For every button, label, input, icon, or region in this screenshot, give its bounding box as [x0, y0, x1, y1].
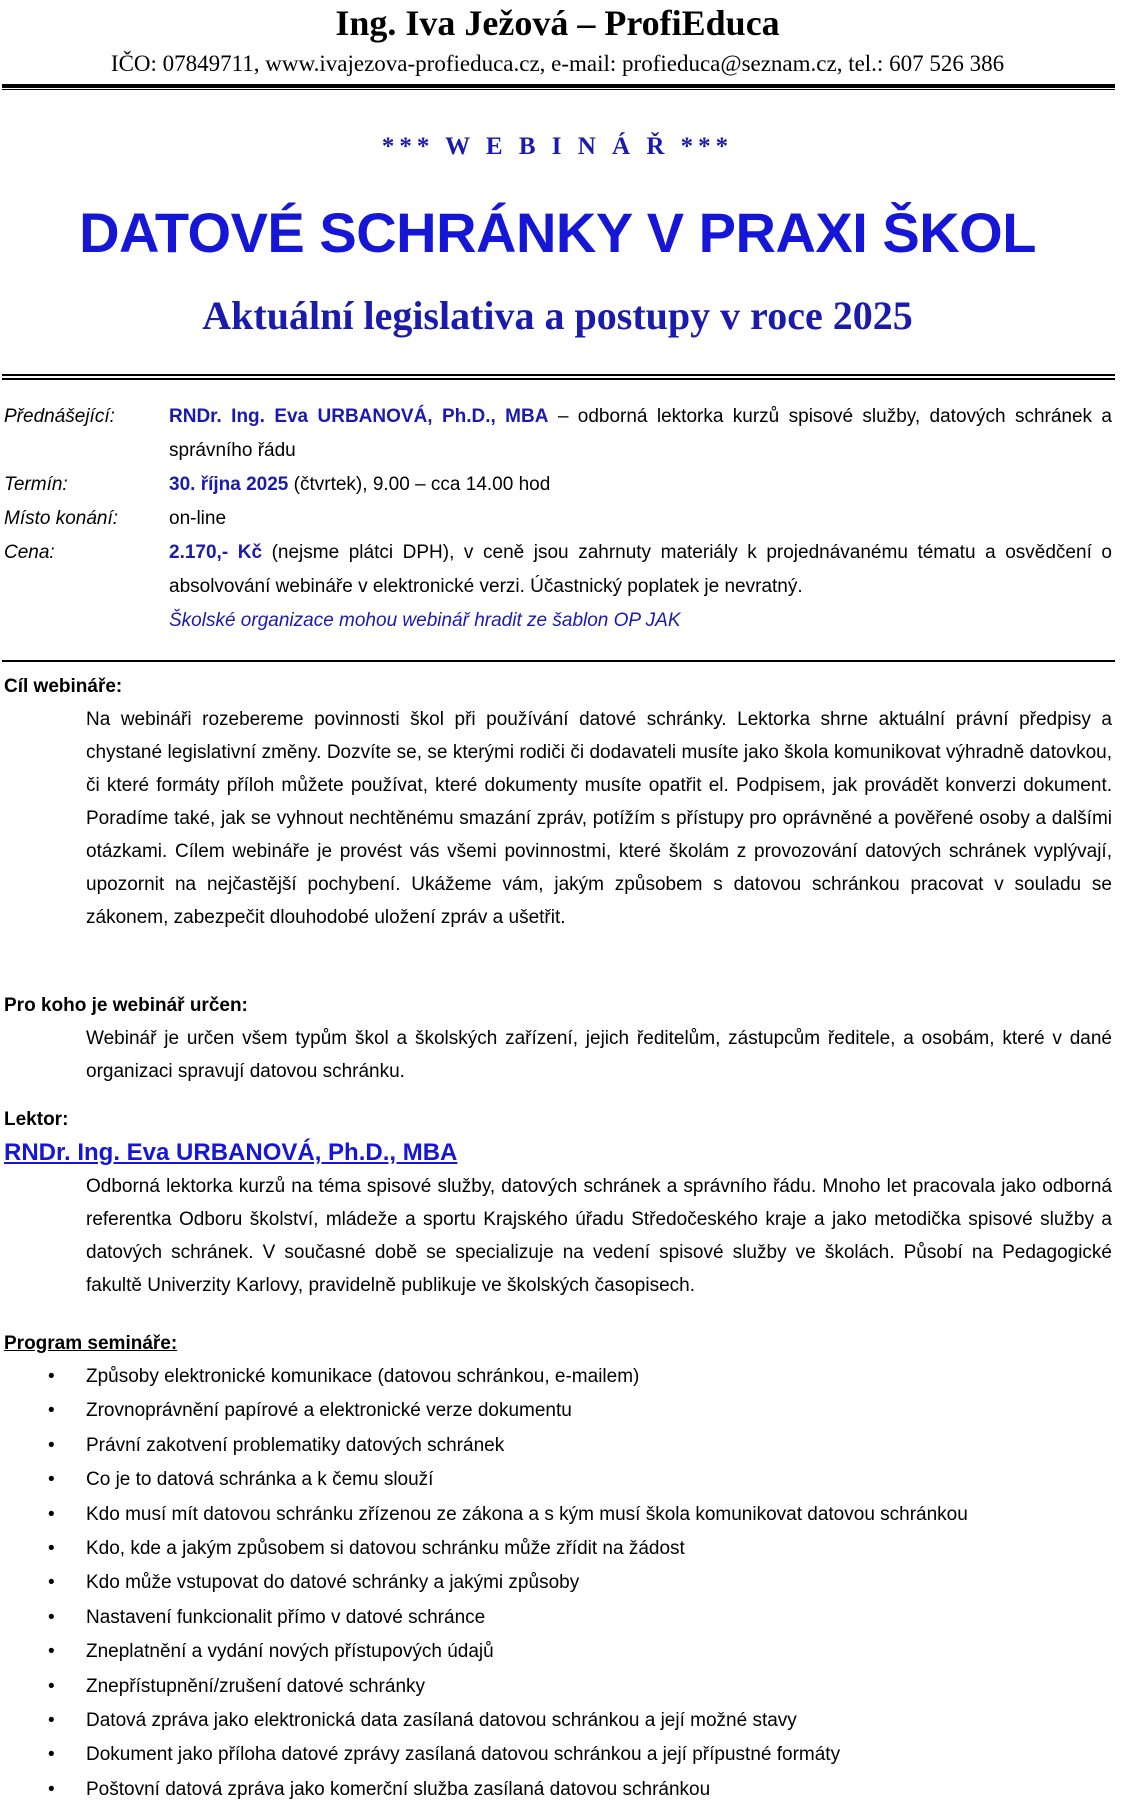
organizer-title: Ing. Iva Ježová – ProfiEduca [335, 3, 780, 43]
list-item [4, 1394, 1112, 1428]
list-item [4, 1773, 1112, 1807]
place-label: Místo konání: [4, 508, 119, 529]
list-item [4, 1601, 1112, 1635]
info-row-price [4, 536, 1112, 638]
info-row-date [4, 468, 1112, 502]
list-item [4, 1429, 1112, 1463]
lecturer-description: – odborná lektorka kurzů spisové služby, datových schránek a správního řádu [169, 406, 1112, 461]
page-title: DATOVÉ SCHRÁNKY V PRAXI ŠKOL [79, 201, 1036, 264]
lecturer-value [169, 400, 1112, 468]
lector-name-link[interactable]: RNDr. Ing. Eva URBANOVÁ, Ph.D., MBA [4, 1139, 458, 1166]
info-row-place [4, 502, 1112, 536]
info-divider [2, 660, 1115, 662]
bullet-icon: • [48, 1538, 55, 1560]
bullet-icon: • [48, 1400, 55, 1422]
list-item-text: Datová zpráva jako elektronická data zasílaná datovou schránkou a její možné stavy [86, 1710, 797, 1732]
webinar-kicker: *** W E B I N Á Ř *** [381, 133, 734, 160]
list-item [4, 1704, 1112, 1738]
list-item-text: Znepřístupnění/zrušení datové schránky [86, 1675, 426, 1697]
list-item-text: Co je to datová schránka a k čemu slouží [86, 1469, 434, 1491]
list-item-text: Kdo musí mít datovou schránku zřízenou ze zákona a s kým musí škola komunikovat datovou schránkou [86, 1503, 968, 1525]
price-note: Školské organizace mohou webinář hradit ze šablon OP JAK [169, 610, 681, 631]
lector-bio: Odborná lektorka kurzů na téma spisové služby, datových schránek a správního řádu. Mnoho let pracovala jako odborná referentka Odboru školství, mládeže a sportu Krajského úřadu Středočeského kraje a jako metodička spisové služby a datových schránek. V současné době se specializuje na vedení spisové služby ve školách. Působí na Pedagogické fakultě Univerzity Karlovy, pravidelně publikuje ve školských časopisech. [86, 1176, 1112, 1296]
audience-section [4, 990, 1112, 1088]
program-list [4, 1360, 1112, 1807]
list-item [4, 1635, 1112, 1669]
date-details: (čtvrtek), 9.00 – cca 14.00 hod [288, 474, 551, 495]
date-label: Termín: [4, 474, 68, 495]
price-highlight: 2.170,- Kč [169, 542, 263, 563]
goal-heading: Cíl webináře: [4, 676, 123, 697]
bullet-icon: • [48, 1469, 55, 1491]
bullet-icon: • [48, 1434, 55, 1456]
lecturer-label: Přednášející: [4, 406, 115, 427]
bullet-icon: • [48, 1572, 55, 1594]
list-item [4, 1532, 1112, 1566]
list-item-text: Právní zakotvení problematiky datových schránek [86, 1434, 505, 1456]
list-item-text: Zrovnoprávnění papírové a elektronické verze dokumentu [86, 1400, 572, 1422]
bullet-icon: • [48, 1710, 55, 1732]
bullet-icon: • [48, 1675, 55, 1697]
list-item-text: Poštovní datová zpráva jako komerční služba zasílaná datovou schránkou [86, 1778, 711, 1800]
price-label: Cena: [4, 542, 55, 563]
info-row-lecturer [4, 400, 1112, 468]
list-item [4, 1463, 1112, 1497]
audience-text: Webinář je určen všem typům škol a školských zařízení, jejich ředitelům, zástupcům ředitele, a osobám, které v dané organizaci spravují datovou schránku. [86, 1028, 1112, 1082]
price-details: (nejsme plátci DPH), v ceně jsou zahrnuty materiály k projednávanému tématu a osvědčení o absolvování webináře v elektronické verzi. Účastnický poplatek je nevratný. [169, 542, 1112, 597]
title-divider [2, 374, 1115, 380]
bullet-icon: • [48, 1778, 55, 1800]
list-item-text: Kdo může vstupovat do datové schránky a jakými způsoby [86, 1572, 580, 1594]
lector-heading: Lektor: [4, 1109, 69, 1130]
program-heading: Program semináře: [4, 1333, 178, 1354]
date-highlight: 30. října 2025 [169, 474, 289, 495]
list-item-text: Dokument jako příloha datové zprávy zasílaná datovou schránkou a její přípustné formáty [86, 1744, 841, 1766]
place-value: on-line [169, 508, 227, 529]
audience-heading: Pro koho je webinář určen: [4, 995, 248, 1016]
price-value [169, 536, 1112, 638]
program-section [4, 1328, 1112, 1807]
lecturer-name: RNDr. Ing. Eva URBANOVÁ, Ph.D., MBA [169, 406, 549, 427]
list-item-text: Kdo, kde a jakým způsobem si datovou schránku může zřídit na žádost [86, 1538, 685, 1560]
bullet-icon: • [48, 1744, 55, 1766]
goal-section [4, 671, 1112, 934]
goal-text: Na webináři rozebereme povinnosti škol při používání datové schránky. Lektorka shrne aktuální právní předpisy a chystané legislativní změny. Dozvíte se, se kterými rodiči či dodavateli musíte jako škola komunikovat výhradně datovkou, či které formáty příloh můžete používat, které dokumenty musíte opatřit el. Podpisem, jak provádět konverzi dokument. Poradíme také, jak se vyhnout nechtěnému smazání zpráv, potížím s přístupy pro oprávněné a pověřené osoby a dalšími otázkami. Cílem webináře je provést vás všemi povinnostmi, které školám z provozování datových schránek vyplývají, upozornit na nejčastější pochybení. Ukážeme vám, jakým způsobem s datovou schránkou pracovat v souladu se zákonem, zabezpečit dlouhodobé uložení zpráv a ušetřit. [86, 709, 1112, 928]
header-divider [2, 84, 1115, 90]
bullet-icon: • [48, 1606, 55, 1628]
list-item [4, 1566, 1112, 1600]
event-info [4, 400, 1112, 638]
list-item [4, 1498, 1112, 1532]
bullet-icon: • [48, 1503, 55, 1525]
page-subtitle: Aktuální legislativa a postupy v roce 2025 [202, 293, 913, 338]
organizer-contact: IČO: 07849711, www.ivajezova-profieduca.cz, e-mail: profieduca@seznam.cz, tel.: 607 526 386 [110, 51, 1005, 76]
bullet-icon: • [48, 1366, 55, 1387]
list-item-text: Nastavení funkcionalit přímo v datové schránce [86, 1606, 486, 1628]
list-item [4, 1738, 1112, 1772]
lector-section [4, 1104, 1112, 1302]
bullet-icon: • [48, 1641, 55, 1663]
date-value [169, 468, 1112, 502]
list-item [4, 1360, 1112, 1394]
list-item-text: Zneplatnění a vydání nových přístupových údajů [86, 1641, 494, 1663]
list-item-text: Způsoby elektronické komunikace (datovou schránkou, e-mailem) [86, 1366, 640, 1387]
list-item [4, 1670, 1112, 1704]
